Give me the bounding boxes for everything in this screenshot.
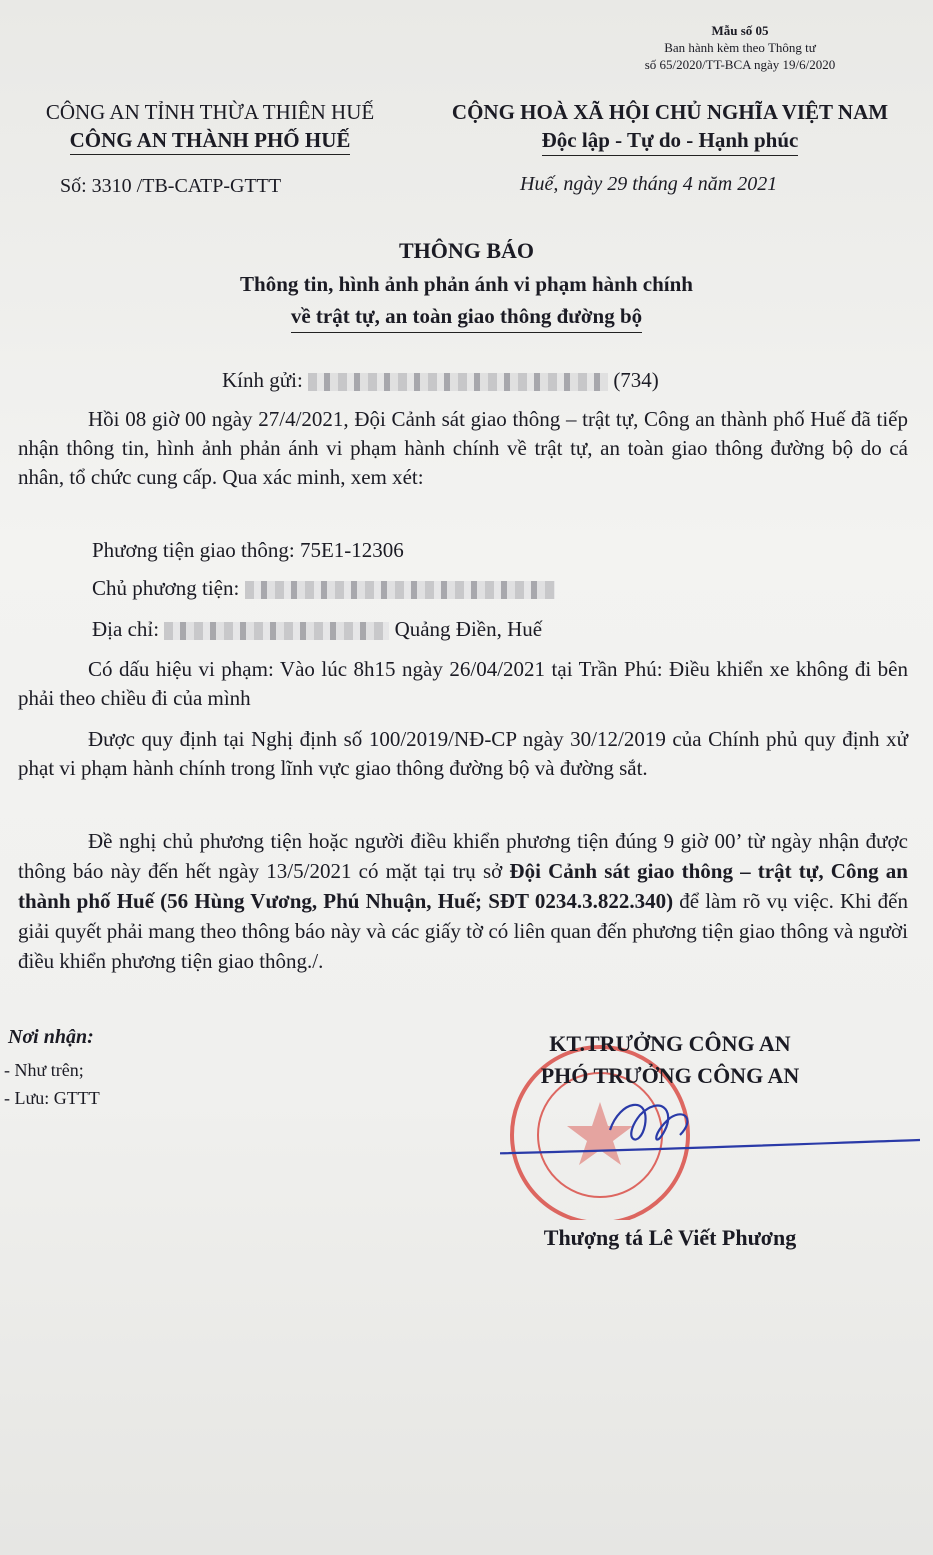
address-line	[92, 617, 542, 642]
form-number-block	[600, 22, 880, 73]
recipients-item-1: - Như trên;	[4, 1060, 84, 1080]
agency-parent: CÔNG AN TỈNH THỪA THIÊN HUẾ	[45, 100, 375, 124]
form-issued-line1: Ban hành kèm theo Thông tư	[664, 40, 816, 55]
document-number: Số: 3310 /TB-CATP-GTTT	[60, 175, 282, 197]
owner-label: Chủ phương tiện:	[92, 576, 240, 600]
request-text-2: để làm rõ vụ việc. Khi đến giải quyết phải mang theo thông báo này và các giấy tờ có liên quan đến phương tiện giao thông và người điều khiển phương tiện giao thông./.	[18, 889, 908, 973]
subtitle-line1: Thông tin, hình ảnh phản ánh vi phạm hành chính	[240, 272, 693, 296]
nation-motto: Độc lập - Tự do - Hạnh phúc	[542, 126, 799, 156]
paragraph-violation: Có dấu hiệu vi phạm: Vào lúc 8h15 ngày 26/04/2021 tại Trần Phú: Điều khiển xe không đi bên phải theo chiều đi của mình	[18, 657, 908, 710]
nation-name: CỘNG HOÀ XÃ HỘI CHỦ NGHĨA VIỆT NAM	[451, 100, 889, 124]
issuing-agency	[0, 98, 420, 155]
form-issued-line2: số 65/2020/TT-BCA ngày 19/6/2020	[644, 57, 836, 72]
signature-stroke-line	[500, 1140, 920, 1155]
paragraph-regulation: Được quy định tại Nghị định số 100/2019/NĐ-CP ngày 30/12/2019 của Chính phủ quy định xử phạt vi phạm hành chính trong lĩnh vực giao thông đường bộ và đường sắt.	[18, 727, 908, 780]
recipient-label: Kính gửi:	[222, 368, 303, 392]
recipients-title: Nơi nhận:	[8, 1026, 94, 1048]
address-suffix: Quảng Điền, Huế	[394, 617, 543, 641]
document-subtitle	[0, 268, 933, 333]
request-location: Đội Cảnh sát giao thông – trật tự, Công an thành phố Huế (56 Hùng Vương, Phú Nhuận, Huế; SĐT 0234.3.822.340)	[18, 859, 908, 913]
recipient-suffix: (734)	[613, 368, 659, 392]
paragraph-request	[18, 826, 908, 976]
national-header	[410, 98, 930, 156]
paragraph-receipt: Hồi 08 giờ 00 ngày 27/4/2021, Đội Cảnh sát giao thông – trật tự, Công an thành phố Huế đã tiếp nhận thông tin, hình ảnh phản ánh vi phạm hành chính về trật tự, an toàn giao thông đường bộ do cá nhân, tổ chức cung cấp. Qua xác minh, xem xét:	[18, 407, 908, 489]
signature-line1: KT.TRƯỞNG CÔNG AN	[549, 1031, 791, 1056]
redacted-address	[164, 622, 389, 640]
recipients-item-2: - Lưu: GTTT	[4, 1088, 100, 1108]
document-title: THÔNG BÁO	[398, 238, 535, 263]
redacted-name	[308, 373, 608, 391]
document-date: Huế, ngày 29 tháng 4 năm 2021	[520, 173, 778, 195]
request-text-1: Đề nghị chủ phương tiện hoặc người điều khiển phương tiện đúng 9 giờ 00’ từ ngày nhận được thông báo này đến hết ngày 13/5/2021 có mặt tại trụ sở	[18, 829, 908, 883]
vehicle-line: Phương tiện giao thông: 75E1-12306	[92, 538, 404, 562]
signature-title	[470, 1028, 870, 1092]
signature-line2: PHÓ TRƯỞNG CÔNG AN	[540, 1063, 800, 1088]
form-number: Mẫu số 05	[711, 23, 769, 38]
address-label: Địa chỉ:	[92, 617, 160, 641]
subtitle-line2: về trật tự, an toàn giao thông đường bộ	[291, 300, 642, 333]
signer-name: Thượng tá Lê Viết Phương	[543, 1225, 797, 1250]
agency-name: CÔNG AN THÀNH PHỐ HUẾ	[70, 126, 351, 155]
redacted-owner	[245, 581, 555, 599]
recipient-line	[222, 368, 659, 393]
owner-line	[92, 576, 555, 601]
